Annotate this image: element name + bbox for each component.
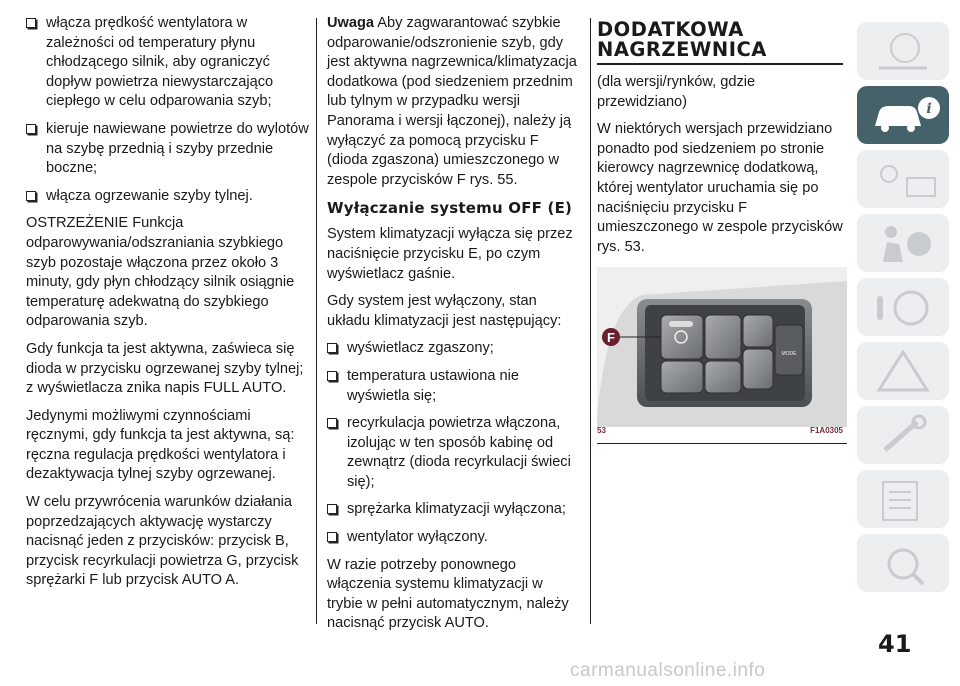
airbag-icon [857,214,949,272]
figure-number: 53 [597,425,606,435]
tab-warning-lights[interactable] [857,150,949,208]
figure-53 [597,267,847,444]
column-divider [316,18,317,624]
checkbox-bullet-icon [327,371,337,381]
checkbox-bullet-icon [327,343,337,353]
warning-triangle-icon [857,342,949,400]
bullet-item: wyświetlacz zgaszony; [327,339,581,359]
tab-driving[interactable] [857,278,949,336]
paragraph: Gdy funkcja ta jest aktywna, zaświeca się dioda w przycisku ogrzewanej szyby tylnej; z wyświetlacza znika napis FULL AUTO. [26,340,304,397]
svg-text:i: i [926,101,932,117]
note-text: Aby zagwarantować szybkie odparowanie/odszronienie szyb, gdy jest aktywna nagrzewnica/klimatyzacja dodatkowa (pod siedzeniem przednim lub tylnym w przypadku wersji Panorama i wersji łączonej), należy ją wyłączyć za pomocą przycisku F (dioda zgaszona) umieszczonego w zespole przycisków F rys. 55. [327,15,577,188]
paragraph: W razie potrzeby ponownego włączenia systemu klimatyzacji w trybie w pełni automatycznym, należy nacisnąć przycisk AUTO. [327,556,569,632]
tab-index[interactable] [857,534,949,592]
checkbox-bullet-icon [26,191,36,201]
tab-maintenance[interactable] [857,406,949,464]
figure-code: F1A0305 [810,425,843,435]
steering-wheel-icon [857,278,949,336]
wrench-icon [857,406,949,464]
alphabetical-index-icon [857,534,949,592]
column-1 [26,14,310,599]
paragraph: System klimatyzacji wyłącza się przez naciśnięcie przycisku E, po czym wyświetlacz gaśnie. [327,226,573,282]
tab-dashboard[interactable] [857,22,949,80]
bullet-item: sprężarka klimatyzacji wyłączona; [327,500,581,520]
bullet-item: włącza ogrzewanie szyby tylnej. [26,187,310,207]
warning-lights-icon [857,150,949,208]
paragraph: Gdy system jest wyłączony, stan układu klimatyzacji jest następujący: [327,293,562,329]
section-heading: Wyłączanie systemu OFF (E) [327,199,573,218]
note-label: Uwaga [327,15,375,31]
bullet-item: kieruje nawiewane powietrze do wylotów na szybę przednią i szyby przednie boczne; [26,120,310,179]
checkbox-bullet-icon [26,18,36,28]
subtitle: (dla wersji/rynków, gdzie przewidziano) [597,74,756,110]
bullet-item: temperatura ustawiona nie wyświetla się; [327,367,581,406]
paragraph: Jedynymi możliwymi czynnościami ręcznymi, gdy funkcja ta jest aktywna, są: ręczna regulacja prędkości wentylatora i dezaktywacja tylnej szyby ogrzewanej. [26,407,295,483]
tab-emergency[interactable] [857,342,949,400]
checkbox-bullet-icon [327,418,337,428]
car-dashboard-icon [857,22,949,80]
bullet-item: wentylator wyłączony. [327,528,581,548]
car-info-icon [857,86,949,144]
chapter-heading: DODATKOWA NAGRZEWNICA [597,18,767,61]
tab-safety[interactable] [857,214,949,272]
tab-technical-data[interactable] [857,470,949,528]
column-2 [327,14,581,642]
checkbox-bullet-icon [327,504,337,514]
paragraph: W celu przywrócenia warunków działania poprzedzających aktywację wystarczy nacisnąć jeden z przycisków: przycisk B, przycisk recyrkulacji powietrza G, przycisk sprężarki F lub przycisk AUTO A. [26,494,299,589]
watermark: carmanualsonline.info [570,660,766,681]
column-divider [590,18,591,624]
column-3 [597,14,843,444]
mode-label: MODE [781,351,797,358]
paragraph: W niektórych wersjach przewidziano ponadto pod siedzeniem po stronie kierowcy nagrzewnicę dodatkową, której wentylator uruchamia się po naciśnięciu przycisku F umieszczonego w zespole przycisków rys. 53. [597,121,843,255]
checkbox-bullet-icon [327,532,337,542]
bullet-item: recyrkulacja powietrza włączona, izolując w ten sposób kabinę od zewnątrz (dioda recyrkulacji świeci się); [327,414,581,492]
note-paragraph [327,14,581,190]
checkbox-bullet-icon [26,124,36,134]
heading-rule [597,63,843,65]
tab-car-info[interactable] [857,86,949,144]
bullet-item: włącza prędkość wentylatora w zależności od temperatury płynu chłodzącego silnik, aby ograniczyć dopływ powietrza niewystarczająco ciepłego w celu odparowania szyb; [26,14,310,112]
page-number: 41 [878,630,912,658]
specifications-list-icon [857,470,949,528]
heater-button-panel-illustration [597,267,847,427]
warning-paragraph: OSTRZEŻENIE Funkcja odparowywania/odszraniania szybkiego szyb pozostaje włączona przez około 3 minuty, gdy płyn chłodzący silnik osiągnie temperaturę adekwatną do szybkiego odparowania szyb. [26,215,295,330]
callout-label: F [607,330,615,346]
